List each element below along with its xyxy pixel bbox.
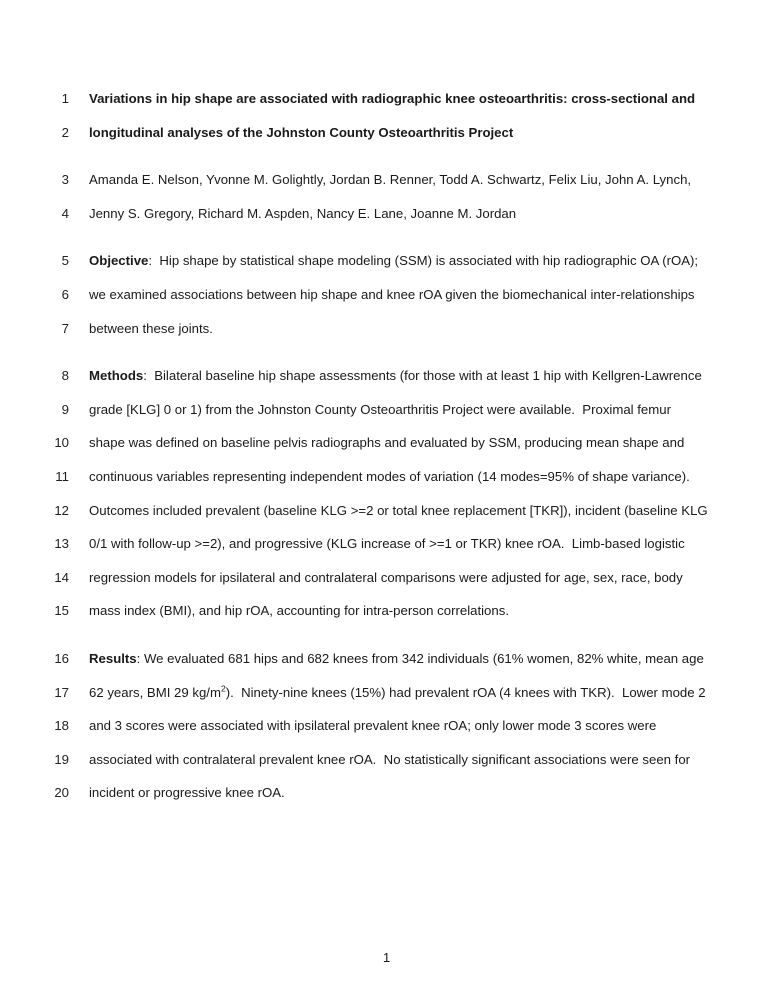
manuscript-line [0, 709, 773, 743]
line-text [89, 642, 704, 676]
line-number: 2 [61, 124, 69, 140]
line-text [89, 278, 695, 312]
line-text [89, 393, 671, 427]
line-number: 6 [61, 286, 69, 302]
text-segment: 62 years, BMI 29 kg/m [89, 684, 221, 700]
manuscript-line [0, 642, 773, 676]
line-number: 7 [61, 320, 69, 336]
text-segment: ). Ninety-nine knees (15%) had prevalent rOA (4 knees with TKR). Lower mode 2 [225, 684, 706, 700]
line-number: 12 [54, 502, 69, 518]
text-segment: between these joints. [89, 320, 213, 336]
manuscript-line [0, 676, 773, 710]
line-text [89, 709, 656, 743]
line-text [89, 527, 685, 561]
manuscript-line [0, 561, 773, 595]
line-text [89, 116, 513, 150]
manuscript-line [0, 359, 773, 393]
manuscript-line [0, 163, 773, 197]
text-segment: we examined associations between hip shape and knee rOA given the biomechanical inter-relationships [89, 286, 695, 302]
manuscript-line [0, 494, 773, 528]
line-number: 1 [61, 91, 69, 106]
manuscript-line [0, 460, 773, 494]
text-segment: and 3 scores were associated with ipsilateral prevalent knee rOA; only lower mode 3 scores were [89, 718, 657, 734]
text-segment: Outcomes included prevalent (baseline KLG >=2 or total knee replacement [TKR]), incident (baseline KLG [89, 502, 708, 518]
line-text [89, 163, 691, 197]
text-segment: Results [89, 650, 137, 666]
line-text [89, 561, 683, 595]
manuscript-line [0, 244, 773, 278]
line-number: 17 [54, 684, 69, 700]
line-number: 9 [61, 401, 69, 417]
line-number: 18 [54, 718, 69, 734]
page-footer [0, 950, 773, 965]
text-segment: mass index (BMI), and hip rOA, accounting for intra-person correlations. [89, 603, 509, 619]
text-segment: : Bilateral baseline hip shape assessments (for those with at least 1 hip with Kellgren-Lawrence [143, 368, 702, 384]
text-segment: continuous variables representing independent modes of variation (14 modes=95% of shape variance). [89, 468, 690, 484]
text-segment: incident or progressive knee rOA. [89, 785, 285, 801]
text-segment: : We evaluated 681 hips and 682 knees from 342 individuals (61% women, 82% white, mean age [136, 650, 704, 666]
line-number: 20 [54, 785, 69, 801]
line-number: 11 [55, 468, 69, 484]
line-number: 4 [61, 205, 69, 221]
line-number: 3 [61, 172, 69, 188]
text-segment: 0/1 with follow-up >=2), and progressive (KLG increase of >=1 or TKR) knee rOA. Limb-based logistic [89, 536, 685, 552]
text-segment: grade [KLG] 0 or 1) from the Johnston County Osteoarthritis Project were available. Proximal femur [89, 401, 671, 417]
line-text [89, 197, 516, 231]
text-segment: Objective [89, 253, 149, 269]
line-text [89, 743, 690, 777]
manuscript-lines [0, 82, 773, 810]
manuscript-line [0, 776, 773, 810]
line-text [89, 426, 684, 460]
manuscript-line [0, 197, 773, 231]
text-segment: Jenny S. Gregory, Richard M. Aspden, Nancy E. Lane, Joanne M. Jordan [89, 205, 517, 221]
manuscript-line [0, 82, 773, 116]
line-number: 8 [61, 368, 69, 384]
manuscript-line [0, 312, 773, 346]
line-number: 19 [54, 751, 69, 767]
manuscript-line [0, 116, 773, 150]
line-text [89, 594, 509, 628]
text-segment: Methods [89, 368, 144, 384]
text-segment: shape was defined on baseline pelvis radiographs and evaluated by SSM, producing mean shape and [89, 435, 685, 451]
text-segment: 2 [220, 683, 226, 694]
text-segment: Amanda E. Nelson, Yvonne M. Golightly, Jordan B. Renner, Todd A. Schwartz, Felix Liu, John A. Lynch, [89, 172, 692, 188]
manuscript-line [0, 278, 773, 312]
line-text [89, 82, 695, 116]
manuscript-line [0, 527, 773, 561]
line-text [89, 244, 698, 278]
line-number: 5 [61, 253, 69, 269]
text-segment: associated with contralateral prevalent knee rOA. No statistically significant associations were seen for [89, 751, 691, 767]
text-segment: : Hip shape by statistical shape modeling (SSM) is associated with hip radiographic OA (rOA); [148, 253, 699, 269]
line-number: 13 [54, 536, 69, 552]
line-number: 15 [54, 603, 69, 619]
line-text [89, 359, 702, 393]
line-number: 10 [54, 435, 69, 451]
line-text [89, 312, 213, 346]
manuscript-line [0, 393, 773, 427]
text-segment: longitudinal analyses of the Johnston County Osteoarthritis Project [89, 124, 514, 140]
text-segment: regression models for ipsilateral and contralateral comparisons were adjusted for age, sex, race, body [89, 569, 683, 585]
line-number: 16 [54, 650, 69, 666]
page-number: 1 [382, 950, 391, 965]
line-text [89, 776, 285, 810]
manuscript-line [0, 426, 773, 460]
manuscript-line [0, 743, 773, 777]
line-text [89, 494, 708, 528]
line-text [89, 460, 690, 494]
text-segment: Variations in hip shape are associated with radiographic knee osteoarthritis: cross-sectional and [89, 91, 696, 106]
manuscript-line [0, 594, 773, 628]
line-text [89, 676, 706, 710]
line-number: 14 [54, 569, 69, 585]
